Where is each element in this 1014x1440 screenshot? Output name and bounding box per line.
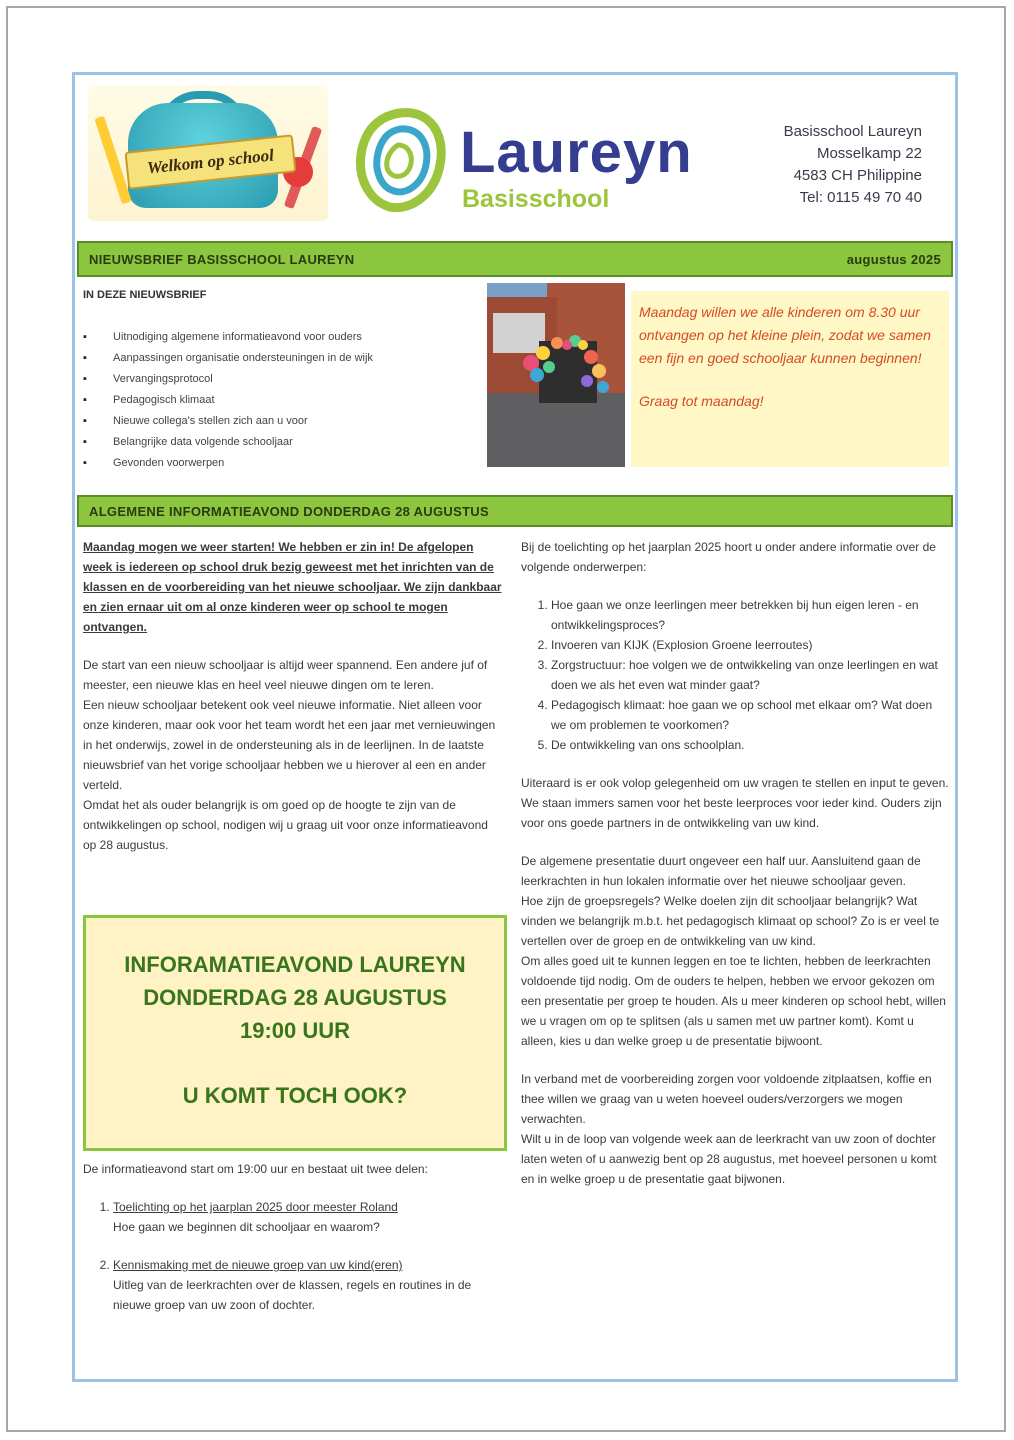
evening-part-heading: Toelichting op het jaarplan 2025 door meester Roland — [113, 1200, 398, 1214]
topic-item: 3. Zorgstructuur: hoe volgen we de ontwikkeling van onze leerlingen en wat doen we als het even wat minder gaat? — [551, 655, 949, 695]
right-column — [521, 537, 949, 1207]
callout-text: Maandag willen we alle kinderen om 8.30 uur ontvangen op het kleine plein, zodat we samen een fijn en goed schooljaar kunnen beginnen! — [639, 304, 931, 366]
body-paragraph: Bij de toelichting op het jaarplan 2025 hoort u onder andere informatie over de volgende onderwerpen: — [521, 540, 936, 574]
body-paragraph: In verband met de voorbereiding zorgen voor voldoende zitplaatsen, koffie en thee willen we graag van u weten hoeveel ouders/verzorgers we mogen verwachten. — [521, 1072, 932, 1126]
address-line: 4583 CH Philippine — [793, 167, 922, 184]
evening-part-text: Uitleg van de leerkrachten over de klassen, regels en routines in de nieuwe groep van uw zoon of dochter. — [113, 1278, 472, 1312]
evening-parts-list — [83, 1197, 503, 1315]
body-paragraph: Een nieuw schooljaar betekent ook veel nieuwe informatie. Niet alleen voor onze kinderen, maar ook voor het team wordt het een jaar met vernieuwingen in het onderwijs, zowel in de ondersteuning als in de leerlijnen. In de laatste nieuwsbrief van het vorige schooljaar hebben we u hierover al een en ander verteld. — [83, 698, 496, 792]
toc-list — [83, 327, 373, 474]
topic-item: 4. Pedagogisch klimaat: hoe gaan we op school met elkaar om? Wat doen we om problemen te voorkomen? — [551, 695, 949, 735]
newsletter-date: augustus 2025 — [846, 251, 941, 267]
toc-item[interactable]: ▪ Belangrijke data volgende schooljaar — [83, 432, 373, 453]
address-line: Basisschool Laureyn — [783, 123, 922, 140]
body-paragraph: De informatieavond start om 19:00 uur en bestaat uit twee delen: — [83, 1162, 428, 1176]
evening-part-text: Hoe gaan we beginnen dit schooljaar en waarom? — [113, 1220, 380, 1234]
toc-title: IN DEZE NIEUWSBRIEF — [83, 289, 207, 301]
toc-item[interactable]: ▪ Gevonden voorwerpen — [83, 453, 373, 474]
toc-item[interactable]: ▪ Pedagogisch klimaat — [83, 390, 373, 411]
newsletter-title: NIEUWSBRIEF BASISSCHOOL LAUREYN — [89, 251, 355, 267]
event-line: DONDERDAG 28 AUGUSTUS — [143, 985, 447, 1010]
left-column — [83, 537, 503, 873]
address-line: Mosselkamp 22 — [816, 145, 922, 162]
body-paragraph: De algemene presentatie duurt ongeveer een half uur. Aansluitend gaan de leerkrachten in hun lokalen informatie over het nieuwe schooljaar geven. — [521, 854, 921, 888]
topic-item: 5. De ontwikkeling van ons schoolplan. — [551, 735, 949, 755]
body-paragraph: Om alles goed uit te kunnen leggen en toe te lichten, hebben de leerkrachten voldoende tijd nodig. Om de ouders te helpen, hebben we ervoor gekozen om een presentatie per groep te houden. Als u meer kinderen op school hebt, willen we u vragen om op te splitsen (als u samen met uw partner komt). Komt u alleen, kies u dan welke groep u de presentatie bijwoont. — [521, 954, 946, 1048]
evening-part-item — [113, 1255, 503, 1315]
topic-item: 1. Hoe gaan we onze leerlingen meer betrekken bij hun eigen leren - en ontwikkelingsproces? — [551, 595, 949, 635]
school-logo-name: Laureyn — [460, 120, 693, 185]
body-paragraph: Omdat het als ouder belangrijk is om goed op de hoogte te zijn van de ontwikkelingen op school, nodigen wij u graag uit voor onze informatieavond op 28 augustus. — [83, 798, 488, 852]
body-paragraph: Wilt u in de loop van volgende week aan de leerkracht van uw zoon of dochter laten weten of u aanwezig bent op 28 augustus, met hoeveel personen u komt en in welke groep u de presentatie gaat bijwonen. — [521, 1132, 937, 1186]
newsletter-title-bar — [77, 241, 953, 277]
evening-part-heading: Kennismaking met de nieuwe groep van uw kind(eren) — [113, 1258, 403, 1272]
event-line: U KOMT TOCH OOK? — [182, 1083, 408, 1108]
body-paragraph: Uiteraard is er ook volop gelegenheid om uw vragen te stellen en input te geven. We staan immers samen voor het beste leerproces voor ieder kind. Ouders zijn voor ons goede partners in de ontwikkeling van uw kind. — [521, 776, 949, 830]
school-logo-subtitle: Basisschool — [462, 185, 610, 213]
address-line: Tel: 0115 49 70 40 — [799, 189, 922, 206]
callout-closing: Graag tot maandag! — [639, 393, 764, 409]
welcome-callout — [631, 291, 949, 467]
toc-item[interactable]: ▪ Aanpassingen organisatie ondersteuningen in de wijk — [83, 348, 373, 369]
toc-item[interactable]: ▪ Nieuwe collega's stellen zich aan u voor — [83, 411, 373, 432]
evening-part-item — [113, 1197, 503, 1237]
document-page — [6, 6, 1006, 1432]
school-logo-icon — [350, 105, 450, 215]
intro-paragraph: Maandag mogen we weer starten! We hebben er zin in! De afgelopen week is iedereen op school druk bezig geweest met het inrichten van de klassen en de voorbereiding van het nieuwe schooljaar. We zijn dankbaar en zien ernaar uit om al onze kinderen weer op school te mogen ontvangen. — [83, 540, 502, 634]
toc-item[interactable]: ▪ Vervangingsprotocol — [83, 369, 373, 390]
welcome-illustration — [88, 85, 328, 221]
school-entrance-photo — [487, 283, 625, 467]
newsletter-header — [80, 83, 950, 225]
topic-item: 2. Invoeren van KIJK (Explosion Groene leerroutes) — [551, 635, 949, 655]
event-line: INFORAMATIEAVOND LAUREYN — [124, 952, 466, 977]
section-title: ALGEMENE INFORMATIEAVOND DONDERDAG 28 AUGUSTUS — [89, 503, 489, 519]
toc-item[interactable]: ▪ Uitnodiging algemene informatieavond voor ouders — [83, 327, 373, 348]
welcome-banner: Welkom op school — [124, 134, 296, 189]
section-title-bar — [77, 495, 953, 527]
body-paragraph: Hoe zijn de groepsregels? Welke doelen zijn dit schooljaar belangrijk? Wat vinden we belangrijk m.b.t. het pedagogisch klimaat op school? Zo is er veel te vertellen over de groep en de ontwikkeling van uw kind. — [521, 894, 940, 948]
event-line: 19:00 UUR — [239, 1018, 351, 1043]
event-announcement-box — [83, 915, 507, 1151]
left-column-bottom — [83, 1159, 503, 1315]
topics-list — [521, 595, 949, 755]
newsletter-sheet — [72, 72, 958, 1382]
body-paragraph: De start van een nieuw schooljaar is altijd weer spannend. Een andere juf of meester, een nieuwe klas en heel veel nieuwe dingen om te leren. — [83, 658, 488, 692]
school-address — [784, 121, 922, 209]
